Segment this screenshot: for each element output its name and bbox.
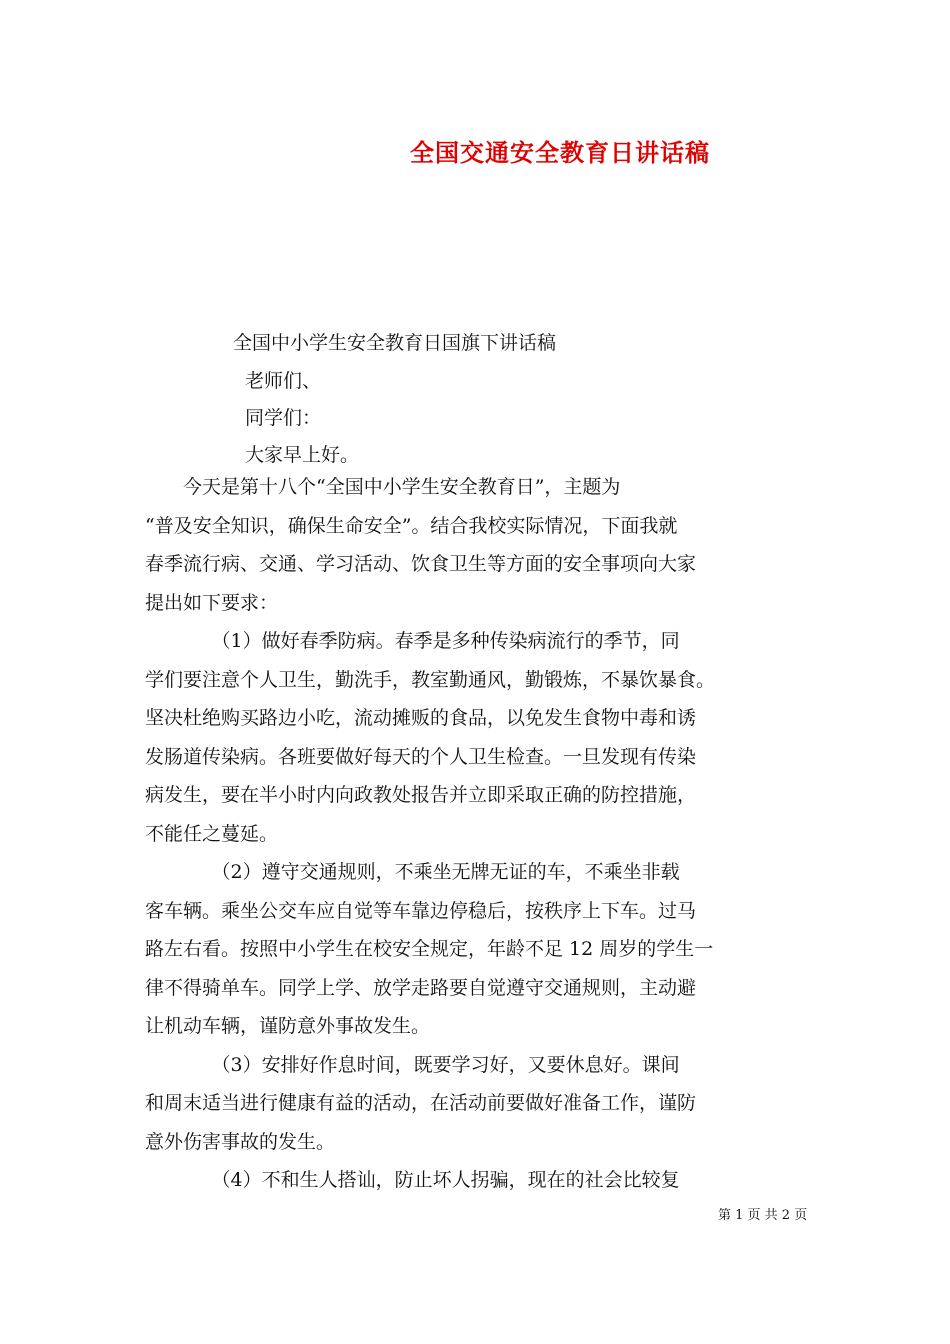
greeting-teachers: 老师们、 bbox=[245, 370, 322, 392]
greeting-students: 同学们： bbox=[245, 407, 322, 429]
body-line: 路左右看。按照中小学生在校安全规定，年龄不足 12 周岁的学生一 bbox=[145, 938, 714, 960]
body-line: 学们要注意个人卫生，勤洗手，教室勤通风，勤锻炼，不暴饮暴食。 bbox=[145, 668, 716, 691]
document-title: 全国交通安全教育日讲话稿 bbox=[410, 138, 710, 167]
body-line: 坚决杜绝购买路边小吃，流动摊贩的食品，以免发生食物中毒和诱 bbox=[145, 707, 697, 729]
speech-subtitle: 全国中小学生安全教育日国旗下讲话稿 bbox=[233, 332, 557, 354]
body-line: （3）安排好作息时间，既要学习好，又要休息好。课间 bbox=[145, 1053, 680, 1076]
body-line: （4）不和生人搭讪，防止坏人拐骗，现在的社会比较复 bbox=[145, 1169, 680, 1191]
speech-body bbox=[145, 468, 810, 1200]
body-line: 发肠道传染病。各班要做好每天的个人卫生检查。一旦发现有传染 bbox=[145, 745, 697, 768]
page-footer: 第 1 页 共 2 页 bbox=[718, 1208, 808, 1223]
greeting-morning: 大家早上好。 bbox=[245, 444, 360, 466]
body-line: 和周末适当进行健康有益的活动，在活动前要做好准备工作，谨防 bbox=[145, 1092, 697, 1114]
body-line: 不能任之蔓延。 bbox=[145, 822, 279, 845]
body-line: 春季流行病、交通、学习活动、饮食卫生等方面的安全事项向大家 bbox=[145, 553, 697, 575]
body-line: 意外伤害事故的发生。 bbox=[145, 1130, 336, 1153]
body-line: 病发生，要在半小时内向政教处报告并立即采取正确的防控措施， bbox=[145, 784, 697, 806]
body-line: 今天是第十八个“全国中小学生安全教育日”，主题为 bbox=[145, 476, 621, 498]
body-line: 让机动车辆，谨防意外事故发生。 bbox=[145, 1015, 431, 1037]
body-line: 客车辆。乘坐公交车应自觉等车靠边停稳后，按秩序上下车。过马 bbox=[145, 899, 697, 922]
body-line: “普及安全知识，确保生命安全”。结合我校实际情况，下面我就 bbox=[145, 514, 678, 537]
body-line: 律不得骑单车。同学上学、放学走路要自觉遵守交通规则，主动避 bbox=[145, 976, 697, 999]
body-line: 提出如下要求： bbox=[145, 591, 279, 614]
body-line: （1）做好春季防病。春季是多种传染病流行的季节，同 bbox=[145, 630, 680, 652]
body-line: （2）遵守交通规则，不乘坐无牌无证的车，不乘坐非载 bbox=[145, 861, 680, 883]
